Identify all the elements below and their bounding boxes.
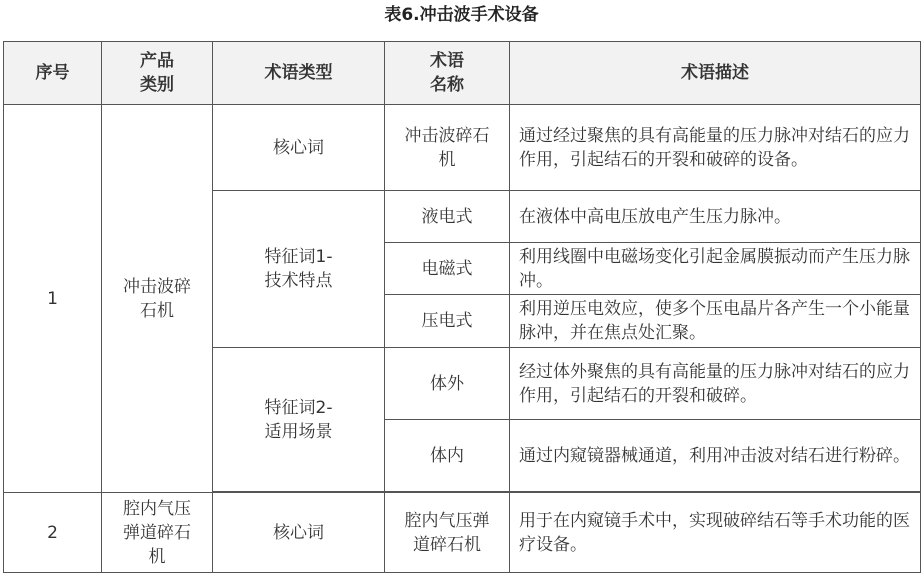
product-category: 腔内气压 弹道碎石 机	[102, 493, 213, 573]
term-type: 特征词1- 技术特点	[213, 191, 385, 348]
header-term-desc: 术语描述	[510, 42, 921, 105]
term-description: 在液体中高电压放电产生压力脉冲。	[510, 191, 921, 243]
term-description: 用于在内窥镜手术中，实现破碎结石等手术功能的医疗设备。	[510, 493, 921, 573]
term-name: 体内	[385, 420, 510, 492]
header-no: 序号	[4, 42, 102, 105]
table-row	[4, 105, 921, 191]
term-type: 核心词	[213, 105, 385, 191]
term-name: 体外	[385, 348, 510, 420]
row-number: 2	[4, 493, 102, 573]
row-number: 1	[4, 105, 102, 493]
term-name: 腔内气压弹 道碎石机	[385, 493, 510, 573]
term-name: 压电式	[385, 295, 510, 348]
term-type: 核心词	[213, 493, 385, 573]
header-category: 产品 类别	[102, 42, 213, 105]
term-description: 经过体外聚焦的具有高能量的压力脉冲对结石的应力作用，引起结石的开裂和破碎。	[510, 348, 921, 420]
table-row	[4, 493, 921, 573]
header-row	[4, 42, 921, 105]
term-description: 通过经过聚焦的具有高能量的压力脉冲对结石的应力作用，引起结石的开裂和破碎的设备。	[510, 105, 921, 191]
term-name: 冲击波碎石 机	[385, 105, 510, 191]
surgical-device-table	[3, 41, 921, 573]
term-description: 利用逆压电效应，使多个压电晶片各产生一个小能量脉冲，并在焦点处汇聚。	[510, 295, 921, 348]
table-title: 表6.冲击波手术设备	[384, 5, 539, 25]
header-term-name: 术语 名称	[385, 42, 510, 105]
header-term-type: 术语类型	[213, 42, 385, 105]
term-name: 液电式	[385, 191, 510, 243]
product-category: 冲击波碎 石机	[102, 105, 213, 493]
term-description: 通过内窥镜器械通道，利用冲击波对结石进行粉碎。	[510, 420, 921, 492]
term-name: 电磁式	[385, 243, 510, 295]
term-type: 特征词2- 适用场景	[213, 348, 385, 492]
term-description: 利用线圈中电磁场变化引起金属膜振动而产生压力脉冲。	[510, 243, 921, 295]
